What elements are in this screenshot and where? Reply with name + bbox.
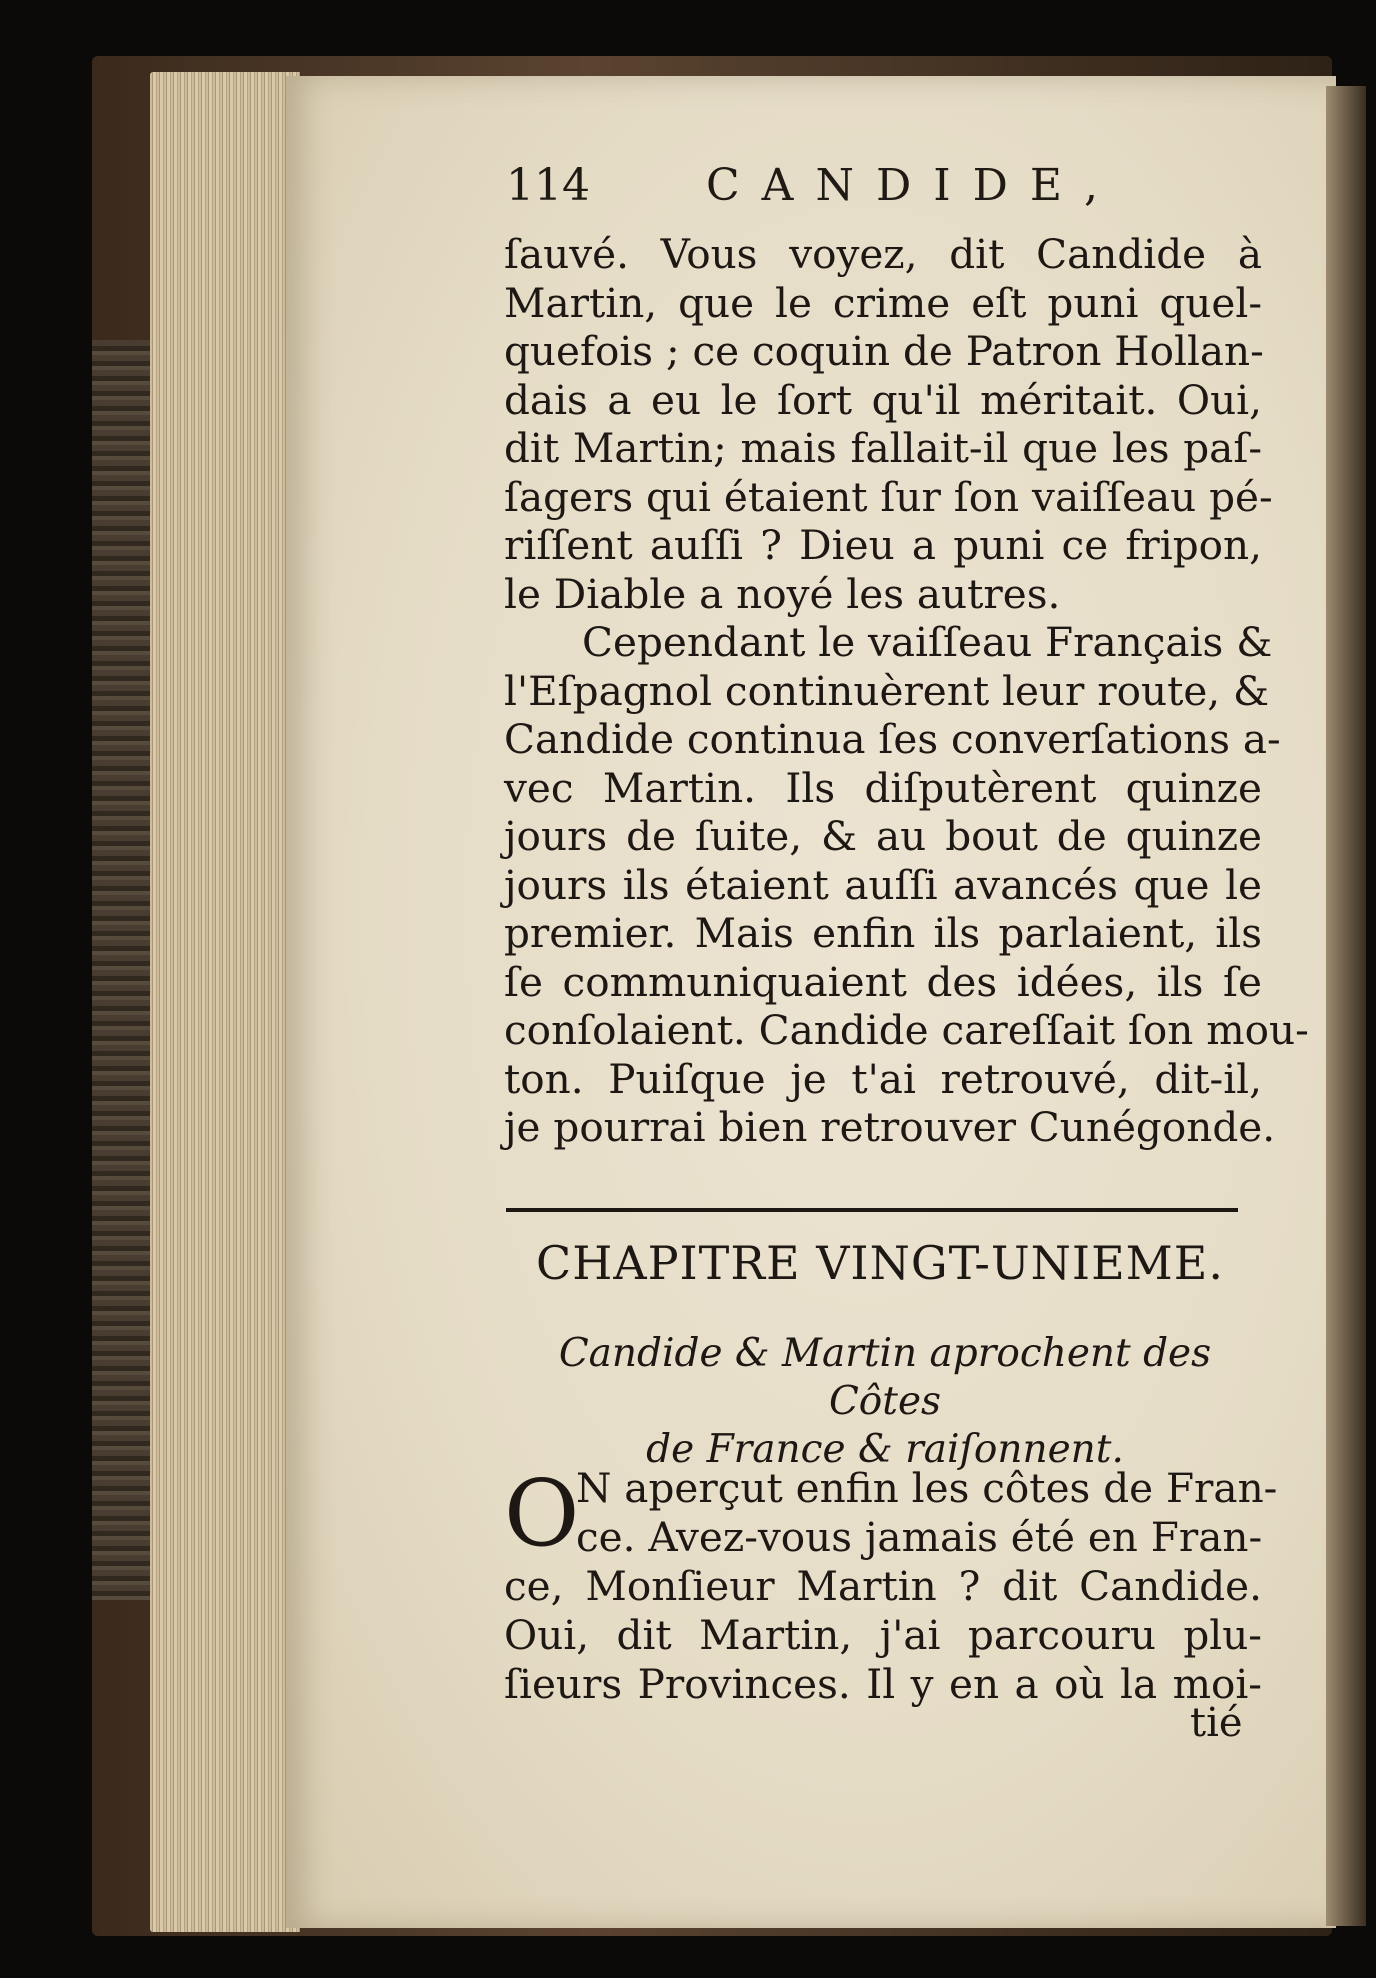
text-line: ce. Avez-vous jamais été en Fran- xyxy=(576,1513,1263,1561)
text-line: Cependant le vaiſſeau Français & xyxy=(582,618,1273,666)
text-line: ſe communiquaient des idées, ils ſe xyxy=(504,957,1262,1006)
chapter-paragraph xyxy=(504,1460,1278,1709)
text-line: dais a eu le ſort qu'il méritait. Oui, xyxy=(504,375,1262,424)
text-line: premier. Mais enfin ils parlaient, ils xyxy=(504,909,1262,957)
text-line: vec Martin. Ils diſputèrent quinze xyxy=(504,763,1262,812)
body-text xyxy=(504,230,1309,1152)
text-line: Oui, dit Martin, j'ai parcouru plu- xyxy=(504,1611,1262,1659)
text-line: le Diable a noyé les autres. xyxy=(504,569,1061,618)
page-number: 114 xyxy=(506,160,590,211)
text-line: quefois ; ce coquin de Patron Hollan- xyxy=(504,327,1264,375)
text-line: l'Eſpagnol continuèrent leur route, & xyxy=(504,666,1270,715)
text-line: ce, Monſieur Martin ? dit Candide. xyxy=(504,1562,1262,1610)
running-title: CANDIDE, xyxy=(706,160,1120,211)
text-line: riſſent auſſi ? Dieu a puni ce fripon, xyxy=(504,521,1262,569)
text-line: N aperçut enfin les côtes de Fran- xyxy=(576,1464,1278,1512)
text-line: ton. Puiſque je t'ai retrouvé, dit-il, xyxy=(504,1054,1262,1103)
text-line: Martin, que le crime eſt puni quel- xyxy=(504,278,1262,327)
page-gutter-shadow xyxy=(1326,86,1366,1926)
drop-cap: O xyxy=(504,1460,580,1567)
catchword: tié xyxy=(1190,1700,1243,1746)
chapter-title: CHAPITRE VINGT-UNIEME. xyxy=(536,1236,1224,1290)
text-line: jours de ſuite, & au bout de quinze xyxy=(504,812,1262,860)
text-line: jours ils étaient auſſi avancés que le xyxy=(504,860,1262,909)
text-line: Candide continua ſes converſations a- xyxy=(504,715,1281,763)
text-line: je pourrai bien retrouver Cunégonde. xyxy=(504,1103,1276,1151)
text-line: conſolaient. Candide careſſait ſon mou- xyxy=(504,1006,1309,1054)
page-header xyxy=(506,160,1266,220)
text-line: dit Martin; mais fallait-il que les paſ- xyxy=(504,424,1262,472)
chapter-subtitle xyxy=(510,1330,1260,1474)
subtitle-line: de France & raiſonnent. xyxy=(646,1427,1124,1472)
text-line: ſieurs Provinces. Il y en a où la moi- xyxy=(504,1660,1262,1708)
cover-marbling xyxy=(92,340,152,1600)
text-line: ſagers qui étaient ſur ſon vaiſſeau pé- xyxy=(504,472,1273,521)
chapter-divider xyxy=(506,1208,1238,1212)
text-line: ſauvé. Vous voyez, dit Candide à xyxy=(504,230,1262,278)
page-edges xyxy=(150,72,300,1932)
subtitle-line: Candide & Martin aprochent des Côtes xyxy=(558,1331,1212,1424)
